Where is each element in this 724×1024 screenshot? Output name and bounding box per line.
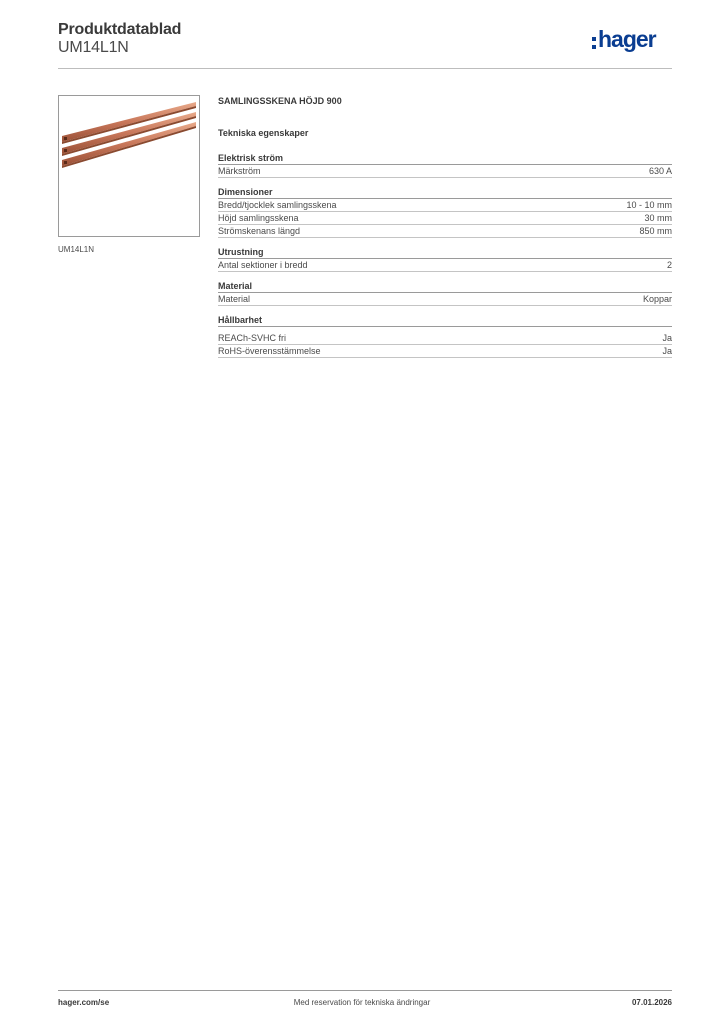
spec-row bbox=[218, 259, 672, 272]
spec-label: Bredd/tjocklek samlingsskena bbox=[218, 200, 337, 210]
group-title: Utrustning bbox=[218, 246, 672, 259]
page-title: Produktdatablad bbox=[58, 21, 182, 38]
hager-logo bbox=[592, 28, 674, 54]
logo-text: hager bbox=[598, 26, 656, 52]
footer-date: 07.01.2026 bbox=[631, 998, 672, 1007]
spec-label: Antal sektioner i bredd bbox=[218, 260, 308, 270]
spec-value: Koppar bbox=[642, 294, 672, 304]
spec-row bbox=[218, 199, 672, 212]
spec-label: Strömskenans längd bbox=[218, 226, 301, 236]
spec-value: 630 A bbox=[648, 166, 672, 176]
footer-website[interactable]: hager.com/se bbox=[58, 998, 110, 1007]
spec-value: 10 - 10 mm bbox=[626, 200, 672, 210]
group-material bbox=[218, 280, 672, 306]
spec-label: Märkström bbox=[218, 166, 261, 176]
spec-row bbox=[218, 293, 672, 306]
header-divider bbox=[58, 68, 672, 69]
copper-busbars-image bbox=[59, 96, 199, 236]
product-code: UM14L1N bbox=[58, 39, 129, 56]
group-title: Hållbarhet bbox=[218, 314, 672, 327]
spec-row bbox=[218, 332, 672, 345]
footer-note: Med reservation för tekniska ändringar bbox=[293, 998, 431, 1007]
spec-content bbox=[218, 96, 672, 366]
group-title: Elektrisk ström bbox=[218, 152, 672, 165]
footer-divider bbox=[58, 990, 672, 991]
spec-row bbox=[218, 212, 672, 225]
spec-label: RoHS-överensstämmelse bbox=[218, 346, 321, 356]
spec-value: 30 mm bbox=[644, 213, 672, 223]
spec-value: 2 bbox=[666, 260, 672, 270]
spec-row bbox=[218, 225, 672, 238]
group-dimensions bbox=[218, 186, 672, 238]
group-sustainability bbox=[218, 314, 672, 358]
spec-row bbox=[218, 165, 672, 178]
spec-label: Höjd samlingsskena bbox=[218, 213, 299, 223]
spec-row bbox=[218, 345, 672, 358]
spec-value: Ja bbox=[662, 346, 672, 356]
group-title: Material bbox=[218, 280, 672, 293]
product-name: SAMLINGSSKENA HÖJD 900 bbox=[218, 96, 342, 106]
product-image bbox=[58, 95, 200, 237]
spec-value: 850 mm bbox=[639, 226, 672, 236]
spec-label: Material bbox=[218, 294, 251, 304]
spec-label: REACh-SVHC fri bbox=[218, 333, 287, 343]
section-title: Tekniska egenskaper bbox=[218, 128, 309, 138]
image-caption: UM14L1N bbox=[58, 245, 95, 254]
group-electric-current bbox=[218, 152, 672, 178]
group-equipment bbox=[218, 246, 672, 272]
spec-value: Ja bbox=[662, 333, 672, 343]
group-title: Dimensioner bbox=[218, 186, 672, 199]
